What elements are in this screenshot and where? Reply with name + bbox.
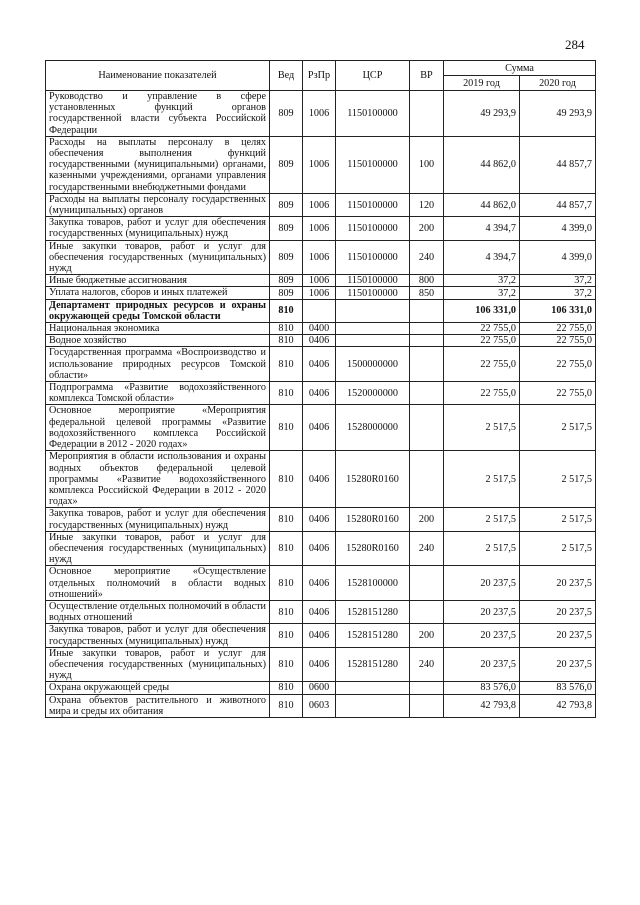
row-sum-2020: 22 755,0 <box>520 323 596 335</box>
row-csr: 1528000000 <box>336 405 410 451</box>
row-vr <box>410 335 444 347</box>
row-csr: 1150100000 <box>336 240 410 275</box>
row-sum-2019: 37,2 <box>444 275 520 287</box>
row-name: Основное мероприятие «Осуществление отдельных полномочий в области водных отношений» <box>46 566 270 601</box>
row-sum-2019: 37,2 <box>444 287 520 299</box>
row-csr: 1528151280 <box>336 624 410 647</box>
row-csr <box>336 694 410 717</box>
row-rzpr: 0406 <box>303 335 336 347</box>
table-row <box>46 275 596 287</box>
table-row <box>46 531 596 566</box>
row-vr: 200 <box>410 624 444 647</box>
header-csr: ЦСР <box>336 61 410 91</box>
row-sum-2019: 2 517,5 <box>444 508 520 531</box>
row-sum-2019: 4 394,7 <box>444 240 520 275</box>
row-sum-2020: 2 517,5 <box>520 405 596 451</box>
row-csr <box>336 299 410 322</box>
row-vr: 240 <box>410 647 444 682</box>
row-vr: 120 <box>410 193 444 216</box>
table-row <box>46 382 596 405</box>
row-sum-2020: 44 857,7 <box>520 136 596 193</box>
table-row <box>46 240 596 275</box>
row-vr: 200 <box>410 217 444 240</box>
row-sum-2019: 22 755,0 <box>444 323 520 335</box>
row-name: Иные закупки товаров, работ и услуг для обеспечения государственных (муниципальных) нужд <box>46 240 270 275</box>
row-sum-2020: 22 755,0 <box>520 382 596 405</box>
row-sum-2020: 20 237,5 <box>520 624 596 647</box>
row-ved: 810 <box>270 335 303 347</box>
row-ved: 809 <box>270 240 303 275</box>
row-sum-2020: 42 793,8 <box>520 694 596 717</box>
row-ved: 810 <box>270 299 303 322</box>
row-rzpr: 0406 <box>303 405 336 451</box>
row-sum-2019: 20 237,5 <box>444 600 520 623</box>
row-vr <box>410 347 444 382</box>
row-vr: 800 <box>410 275 444 287</box>
row-name: Осуществление отдельных полномочий в области водных отношений <box>46 600 270 623</box>
row-ved: 809 <box>270 217 303 240</box>
row-ved: 810 <box>270 451 303 508</box>
row-rzpr: 0406 <box>303 624 336 647</box>
header-year-2019: 2019 год <box>444 76 520 91</box>
row-ved: 809 <box>270 136 303 193</box>
row-csr <box>336 682 410 694</box>
table-row <box>46 91 596 137</box>
row-name: Уплата налогов, сборов и иных платежей <box>46 287 270 299</box>
row-csr <box>336 323 410 335</box>
row-vr: 200 <box>410 508 444 531</box>
row-name: Основное мероприятие «Мероприятия федеральной целевой программы «Развитие водохозяйственного комплекса Российской Федерации в 2012 - 2020 годах» <box>46 405 270 451</box>
row-ved: 810 <box>270 347 303 382</box>
row-csr: 1500000000 <box>336 347 410 382</box>
table-body <box>46 91 596 718</box>
row-sum-2020: 106 331,0 <box>520 299 596 322</box>
row-sum-2020: 2 517,5 <box>520 451 596 508</box>
row-name: Охрана окружающей среды <box>46 682 270 694</box>
row-sum-2019: 106 331,0 <box>444 299 520 322</box>
row-sum-2020: 2 517,5 <box>520 508 596 531</box>
row-sum-2019: 22 755,0 <box>444 335 520 347</box>
row-rzpr: 0406 <box>303 382 336 405</box>
header-year-2020: 2020 год <box>520 76 596 91</box>
row-sum-2019: 2 517,5 <box>444 531 520 566</box>
row-sum-2020: 83 576,0 <box>520 682 596 694</box>
header-name: Наименование показателей <box>46 61 270 91</box>
row-ved: 810 <box>270 624 303 647</box>
row-ved: 810 <box>270 694 303 717</box>
row-rzpr: 1006 <box>303 136 336 193</box>
row-sum-2019: 20 237,5 <box>444 647 520 682</box>
header-rzpr: РзПр <box>303 61 336 91</box>
table-row <box>46 335 596 347</box>
row-sum-2019: 44 862,0 <box>444 136 520 193</box>
row-ved: 810 <box>270 647 303 682</box>
row-csr: 15280R0160 <box>336 508 410 531</box>
row-vr <box>410 566 444 601</box>
row-csr: 1528151280 <box>336 647 410 682</box>
header-ved: Вед <box>270 61 303 91</box>
row-name: Руководство и управление в сфере установленных функций органов государственной власти субъекта Российской Федерации <box>46 91 270 137</box>
row-rzpr: 0400 <box>303 323 336 335</box>
row-ved: 809 <box>270 91 303 137</box>
row-ved: 810 <box>270 323 303 335</box>
row-sum-2020: 37,2 <box>520 275 596 287</box>
row-vr <box>410 451 444 508</box>
row-vr <box>410 299 444 322</box>
row-sum-2020: 44 857,7 <box>520 193 596 216</box>
header-sum: Сумма <box>444 61 596 76</box>
row-vr: 240 <box>410 531 444 566</box>
row-name: Подпрограмма «Развитие водохозяйственного комплекса Томской области» <box>46 382 270 405</box>
row-sum-2020: 20 237,5 <box>520 647 596 682</box>
page-number: 284 <box>565 37 585 52</box>
row-ved: 810 <box>270 405 303 451</box>
row-ved: 810 <box>270 682 303 694</box>
row-rzpr: 0406 <box>303 451 336 508</box>
row-name: Государственная программа «Воспроизводство и использование природных ресурсов Томской области» <box>46 347 270 382</box>
row-name: Департамент природных ресурсов и охраны окружающей среды Томской области <box>46 299 270 322</box>
header-vr: ВР <box>410 61 444 91</box>
row-rzpr: 0406 <box>303 566 336 601</box>
row-ved: 810 <box>270 531 303 566</box>
table-row <box>46 566 596 601</box>
row-sum-2020: 4 399,0 <box>520 240 596 275</box>
row-rzpr: 1006 <box>303 193 336 216</box>
row-vr: 100 <box>410 136 444 193</box>
row-rzpr: 1006 <box>303 240 336 275</box>
row-csr <box>336 335 410 347</box>
row-sum-2020: 2 517,5 <box>520 531 596 566</box>
row-ved: 810 <box>270 382 303 405</box>
table-row <box>46 347 596 382</box>
row-sum-2020: 37,2 <box>520 287 596 299</box>
row-csr: 1528151280 <box>336 600 410 623</box>
row-csr: 1528100000 <box>336 566 410 601</box>
row-ved: 810 <box>270 600 303 623</box>
table-row <box>46 405 596 451</box>
row-ved: 809 <box>270 287 303 299</box>
row-name: Водное хозяйство <box>46 335 270 347</box>
row-rzpr: 1006 <box>303 287 336 299</box>
row-sum-2020: 22 755,0 <box>520 335 596 347</box>
table-row <box>46 624 596 647</box>
row-rzpr: 1006 <box>303 275 336 287</box>
table-row <box>46 647 596 682</box>
row-ved: 810 <box>270 508 303 531</box>
row-csr: 15280R0160 <box>336 451 410 508</box>
table-row <box>46 217 596 240</box>
row-sum-2019: 42 793,8 <box>444 694 520 717</box>
table-row <box>46 193 596 216</box>
row-name: Расходы на выплаты персоналу государственных (муниципальных) органов <box>46 193 270 216</box>
row-name: Иные закупки товаров, работ и услуг для обеспечения государственных (муниципальных) нужд <box>46 647 270 682</box>
row-ved: 809 <box>270 275 303 287</box>
row-sum-2019: 20 237,5 <box>444 566 520 601</box>
row-csr: 1520000000 <box>336 382 410 405</box>
row-sum-2019: 2 517,5 <box>444 405 520 451</box>
table-row <box>46 287 596 299</box>
row-name: Охрана объектов растительного и животного мира и среды их обитания <box>46 694 270 717</box>
row-name: Закупка товаров, работ и услуг для обеспечения государственных (муниципальных) нужд <box>46 624 270 647</box>
row-sum-2019: 2 517,5 <box>444 451 520 508</box>
row-rzpr: 0603 <box>303 694 336 717</box>
row-rzpr: 1006 <box>303 91 336 137</box>
row-name: Национальная экономика <box>46 323 270 335</box>
row-sum-2020: 49 293,9 <box>520 91 596 137</box>
row-vr <box>410 694 444 717</box>
row-sum-2020: 22 755,0 <box>520 347 596 382</box>
row-name: Иные бюджетные ассигнования <box>46 275 270 287</box>
row-csr: 1150100000 <box>336 287 410 299</box>
row-rzpr: 0406 <box>303 600 336 623</box>
row-name: Иные закупки товаров, работ и услуг для обеспечения государственных (муниципальных) нужд <box>46 531 270 566</box>
table-row <box>46 508 596 531</box>
row-name: Закупка товаров, работ и услуг для обеспечения государственных (муниципальных) нужд <box>46 217 270 240</box>
row-rzpr: 1006 <box>303 217 336 240</box>
row-rzpr <box>303 299 336 322</box>
row-sum-2019: 4 394,7 <box>444 217 520 240</box>
row-sum-2019: 22 755,0 <box>444 347 520 382</box>
row-csr: 1150100000 <box>336 193 410 216</box>
row-sum-2019: 20 237,5 <box>444 624 520 647</box>
row-ved: 810 <box>270 566 303 601</box>
table-row <box>46 682 596 694</box>
row-ved: 809 <box>270 193 303 216</box>
row-rzpr: 0406 <box>303 508 336 531</box>
row-vr <box>410 91 444 137</box>
row-csr: 1150100000 <box>336 217 410 240</box>
table-row <box>46 600 596 623</box>
row-sum-2020: 20 237,5 <box>520 600 596 623</box>
row-sum-2019: 49 293,9 <box>444 91 520 137</box>
row-sum-2020: 4 399,0 <box>520 217 596 240</box>
row-rzpr: 0600 <box>303 682 336 694</box>
row-csr: 1150100000 <box>336 136 410 193</box>
row-csr: 1150100000 <box>336 275 410 287</box>
row-vr <box>410 600 444 623</box>
table-row <box>46 136 596 193</box>
row-sum-2019: 83 576,0 <box>444 682 520 694</box>
row-name: Мероприятия в области использования и охраны водных объектов федеральной целевой программы «Развитие водохозяйственного комплекса Российской Федерации в 2012 - 2020 годах» <box>46 451 270 508</box>
table-row <box>46 694 596 717</box>
row-vr <box>410 405 444 451</box>
row-vr: 850 <box>410 287 444 299</box>
row-name: Расходы на выплаты персоналу в целях обеспечения выполнения функций государственными (муниципальными) органами, казенными учреждениями, органами управления государственными внебюджетными фондами <box>46 136 270 193</box>
table-row <box>46 299 596 322</box>
row-vr <box>410 382 444 405</box>
row-sum-2020: 20 237,5 <box>520 566 596 601</box>
row-rzpr: 0406 <box>303 531 336 566</box>
row-vr: 240 <box>410 240 444 275</box>
budget-table <box>45 60 596 718</box>
table-row <box>46 451 596 508</box>
row-sum-2019: 22 755,0 <box>444 382 520 405</box>
table-row <box>46 323 596 335</box>
row-csr: 15280R0160 <box>336 531 410 566</box>
row-name: Закупка товаров, работ и услуг для обеспечения государственных (муниципальных) нужд <box>46 508 270 531</box>
row-vr <box>410 323 444 335</box>
row-rzpr: 0406 <box>303 647 336 682</box>
row-rzpr: 0406 <box>303 347 336 382</box>
row-csr: 1150100000 <box>336 91 410 137</box>
row-sum-2019: 44 862,0 <box>444 193 520 216</box>
row-vr <box>410 682 444 694</box>
